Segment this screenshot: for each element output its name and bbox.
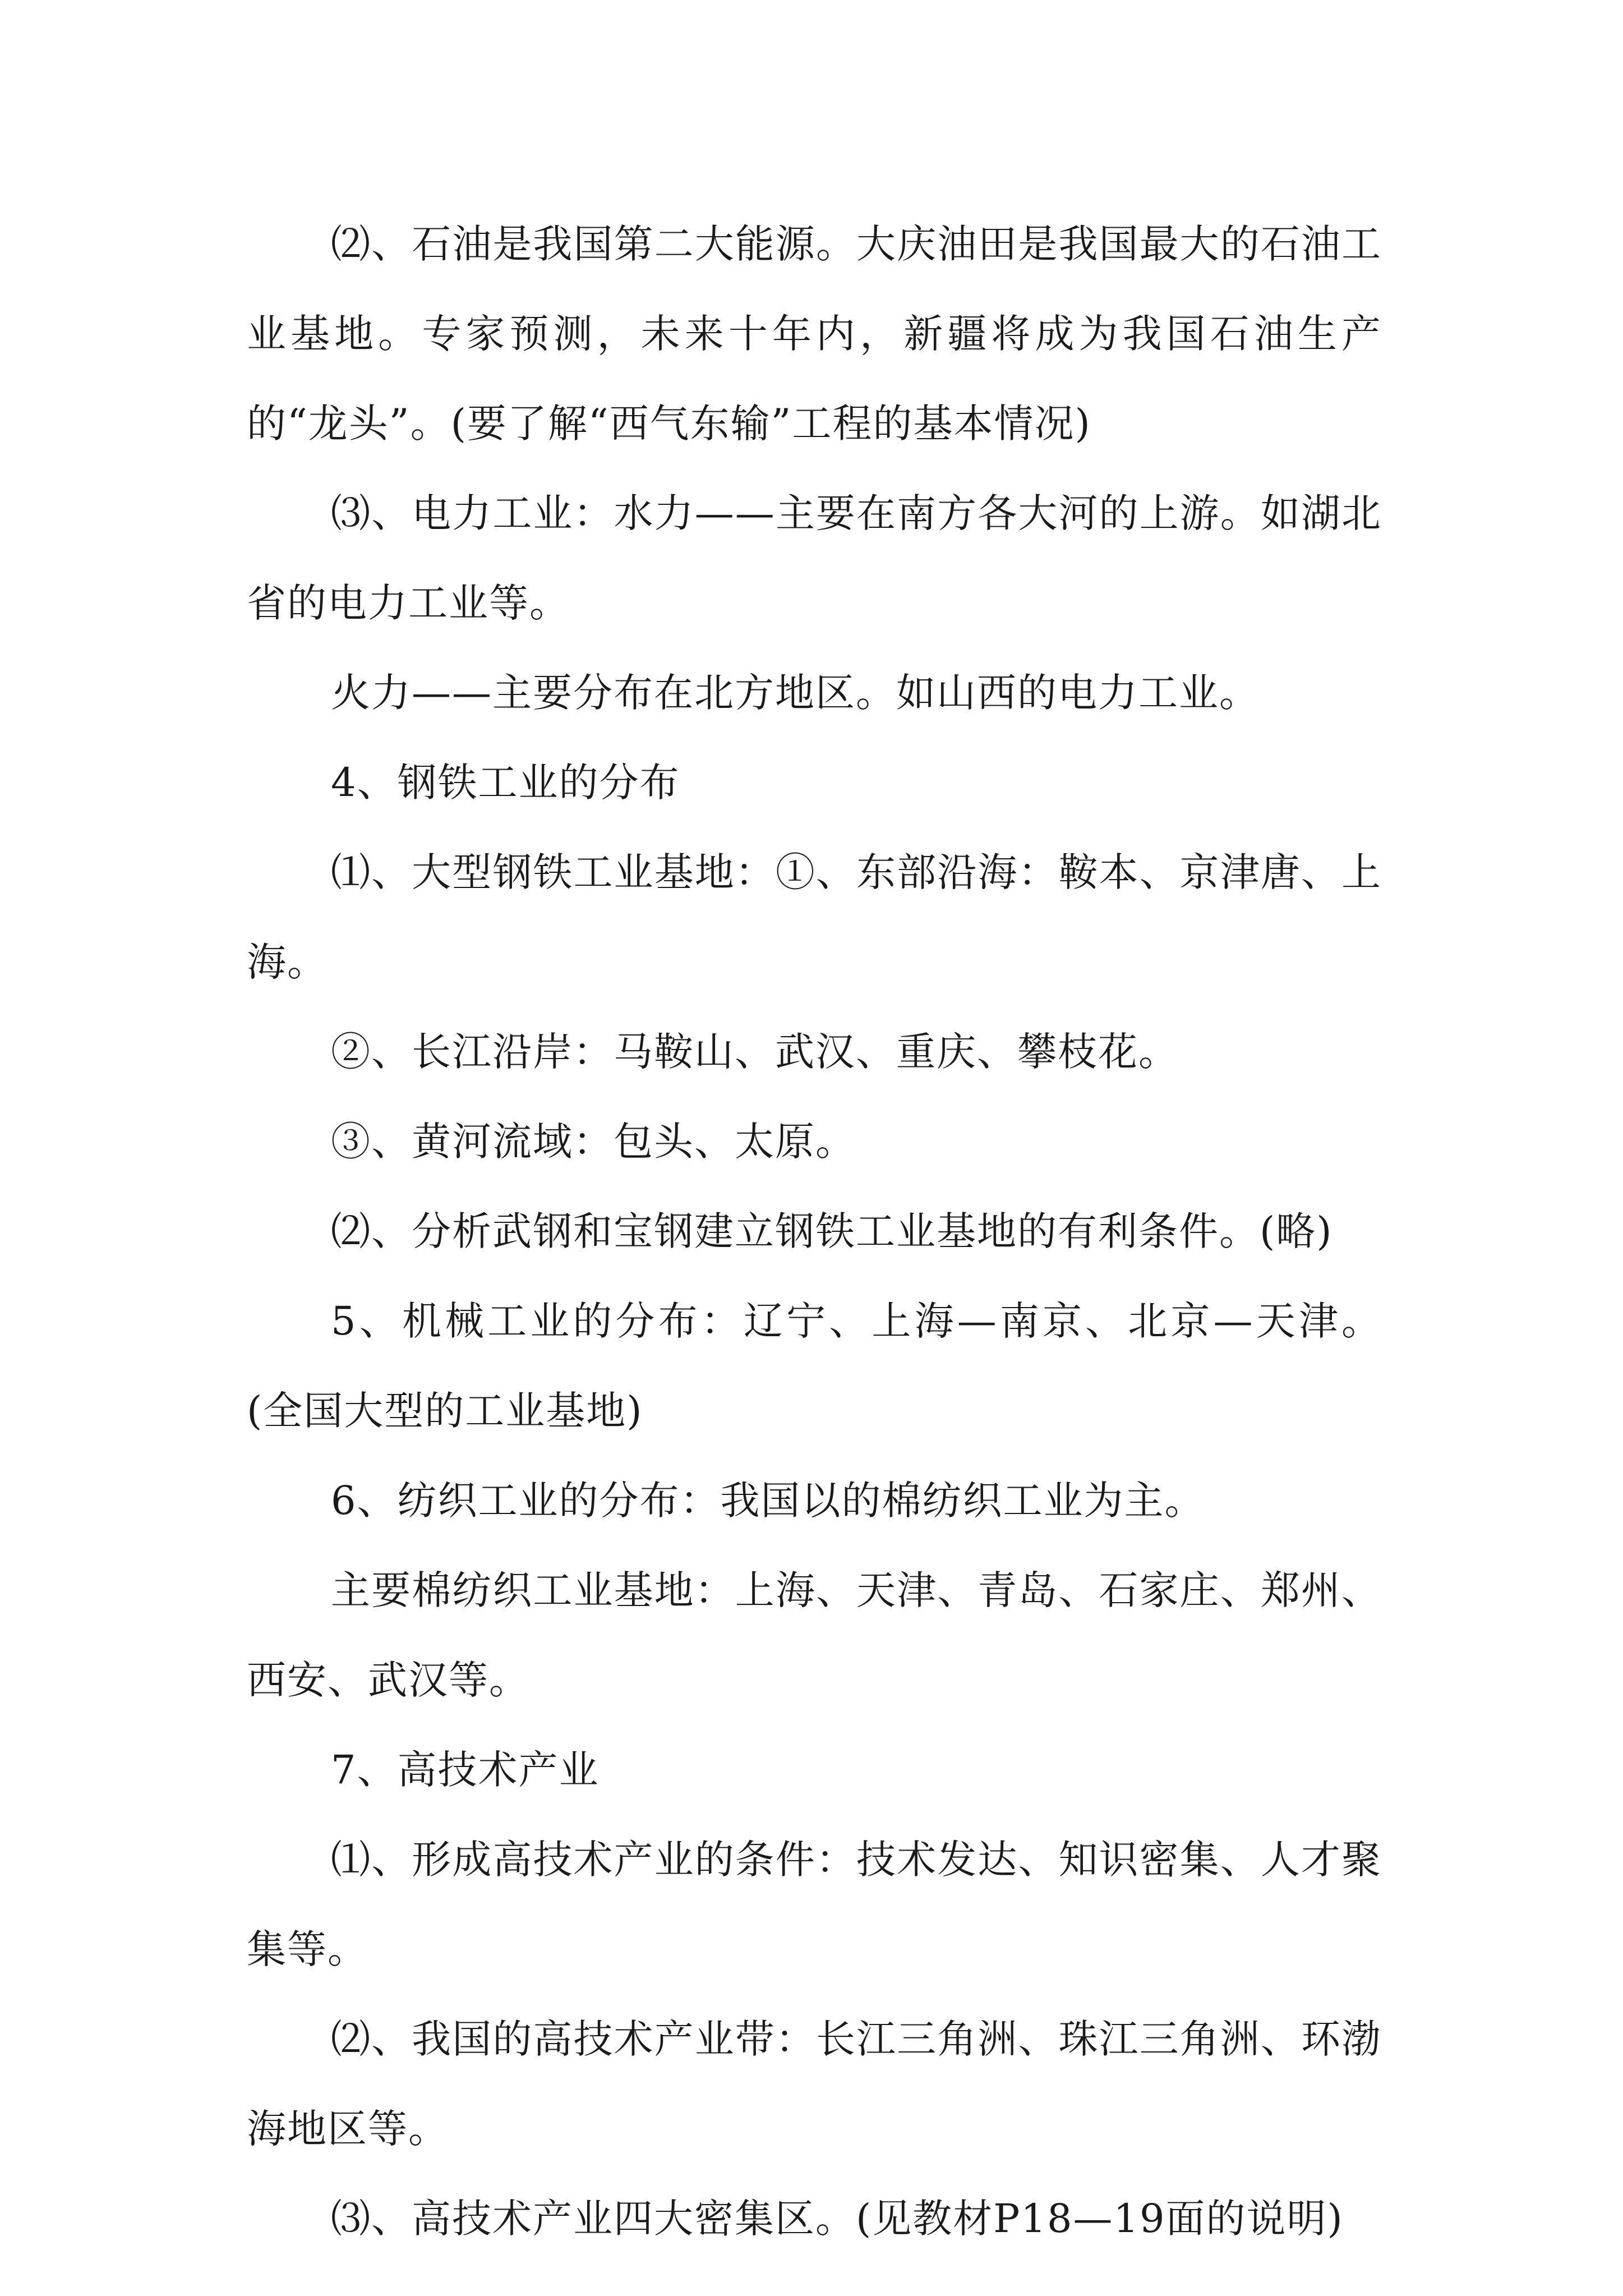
paragraph-steel-bases: ⑴、大型钢铁工业基地：①、东部沿海：鞍本、京津唐、上海。 [247,849,1382,985]
paragraph-high-tech-belts: ⑵、我国的高技术产业带：长江三角洲、珠江三角洲、环渤海地区等。 [247,2016,1382,2152]
paragraph-thermal-power: 火力——主要分布在北方地区。如山西的电力工业。 [331,670,1260,716]
paragraph-wisco-baosteel: ⑵、分析武钢和宝钢建立钢铁工业基地的有利条件。(略) [331,1208,1333,1254]
paragraph-textile: 6、纺织工业的分布：我国以的棉纺织工业为主。 [331,1478,1205,1524]
paragraph-oil: ⑵、石油是我国第二大能源。大庆油田是我国最大的石油工业基地。专家预测，未来十年内，新疆将成为我国石油生产的“龙头”。(要了解“西气东输”工程的基本情况) [247,221,1382,447]
paragraph-power-industry: ⑶、电力工业：水力——主要在南方各大河的上游。如湖北省的电力工业等。 [247,490,1382,626]
paragraph-high-tech-conditions: ⑴、形成高技术产业的条件：技术发达、知识密集、人才聚集等。 [247,1837,1382,1972]
document-body [247,199,1382,2263]
paragraph-high-tech-zones: ⑶、高技术产业四大密集区。(见教材P18—19面的说明) [331,2196,1344,2242]
section-heading-steel: 4、钢铁工业的分布 [331,760,680,806]
paragraph-yangtze: ②、长江沿岸：马鞍山、武汉、重庆、攀枝花。 [331,1029,1179,1075]
paragraph-cotton-bases: 主要棉纺织工业基地：上海、天津、青岛、石家庄、郑州、西安、武汉等。 [247,1567,1382,1703]
section-heading-high-tech: 7、高技术产业 [331,1747,600,1793]
paragraph-machinery: 5、机械工业的分布：辽宁、上海—南京、北京—天津。(全国大型的工业基地) [247,1298,1382,1434]
paragraph-yellow-river: ③、黄河流域：包头、太原。 [331,1119,856,1165]
